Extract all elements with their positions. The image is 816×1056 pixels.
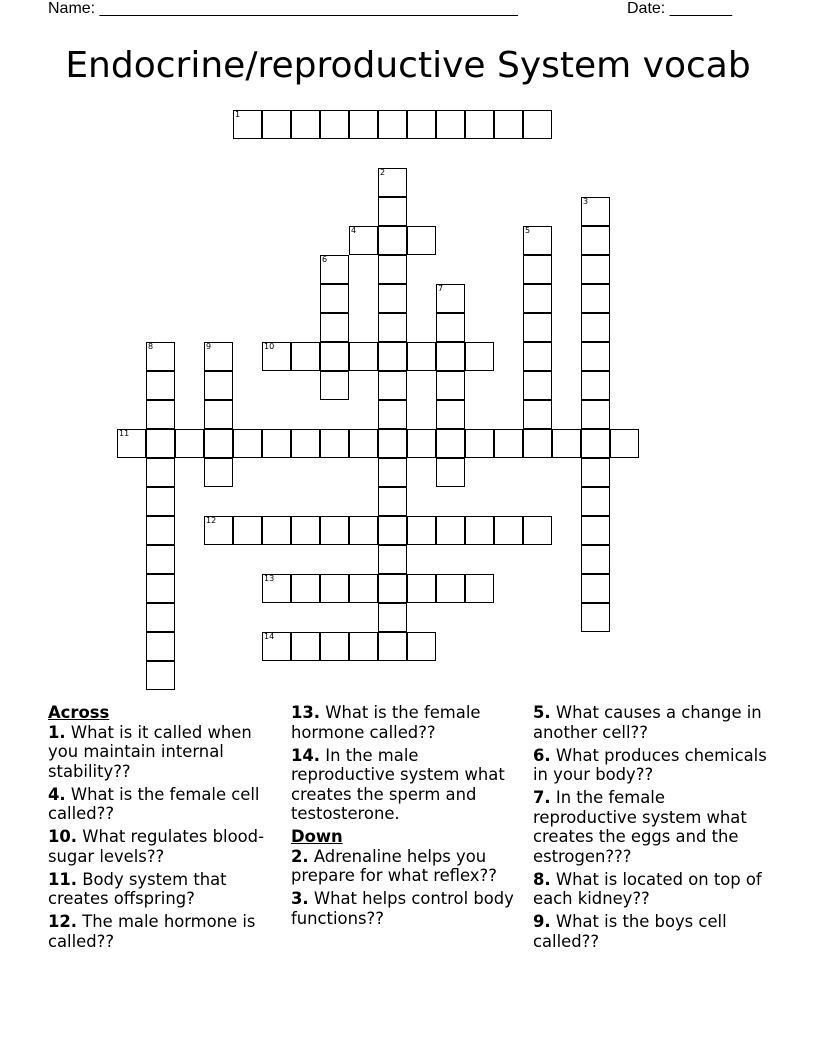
crossword-cell[interactable]: [320, 516, 349, 545]
crossword-cell[interactable]: [523, 371, 552, 400]
crossword-cell[interactable]: [581, 255, 610, 284]
crossword-cell[interactable]: [349, 632, 378, 661]
crossword-cell[interactable]: [436, 284, 465, 313]
crossword-cell[interactable]: [378, 168, 407, 197]
clue-across-1: 1. What is it called when you maintain internal stability??: [48, 722, 252, 781]
clue-number: 13: [264, 574, 275, 583]
clue-number: 14: [264, 632, 275, 641]
clue-across-4: 4. What is the female cell called??: [48, 784, 260, 823]
crossword-cell[interactable]: [146, 400, 175, 429]
crossword-cell[interactable]: [146, 545, 175, 574]
crossword-cell[interactable]: [262, 632, 291, 661]
crossword-cell[interactable]: [581, 516, 610, 545]
clue-across-10: 10. What regulates blood-sugar levels??: [48, 827, 264, 866]
crossword-cell[interactable]: [523, 516, 552, 545]
clues-column-3: [533, 703, 768, 955]
crossword-cell[interactable]: [465, 342, 494, 371]
crossword-cell[interactable]: [378, 313, 407, 342]
clue-number: 12: [206, 516, 217, 525]
crossword-cell[interactable]: [320, 342, 349, 371]
crossword-cell[interactable]: [581, 458, 610, 487]
crossword-cell[interactable]: [407, 516, 436, 545]
crossword-cell[interactable]: [320, 255, 349, 284]
clues-column-2: [291, 703, 526, 932]
crossword-cell[interactable]: [349, 429, 378, 458]
crossword-cell[interactable]: [146, 342, 175, 371]
crossword-cell[interactable]: [378, 226, 407, 255]
clue-number: 10: [264, 342, 275, 351]
crossword-cell[interactable]: [581, 197, 610, 226]
clue-down-5: 5. What causes a change in another cell??: [533, 703, 762, 742]
clue-number: 3: [583, 197, 589, 206]
crossword-cell[interactable]: [204, 342, 233, 371]
crossword-cell[interactable]: [407, 226, 436, 255]
crossword-cell[interactable]: [465, 574, 494, 603]
crossword-cell[interactable]: [436, 574, 465, 603]
crossword-cell[interactable]: [146, 458, 175, 487]
crossword-cell[interactable]: [378, 429, 407, 458]
crossword-cell[interactable]: [523, 110, 552, 139]
clue-across-12: 12. The male hormone is called??: [48, 912, 256, 951]
clue-across-11: 11. Body system that creates offspring?: [48, 869, 227, 908]
crossword-cell[interactable]: [407, 632, 436, 661]
crossword-cell[interactable]: [436, 458, 465, 487]
crossword-cell[interactable]: [146, 574, 175, 603]
crossword-cell[interactable]: [204, 400, 233, 429]
crossword-cell[interactable]: [349, 516, 378, 545]
crossword-cell[interactable]: [291, 632, 320, 661]
crossword-cell[interactable]: [581, 603, 610, 632]
crossword-cell[interactable]: [146, 661, 175, 690]
crossword-cell[interactable]: [262, 516, 291, 545]
clue-number: 5: [525, 226, 531, 235]
crossword-cell[interactable]: [291, 574, 320, 603]
crossword-cell[interactable]: [523, 429, 552, 458]
clue-number: 6: [322, 255, 328, 264]
clue-down-9: 9. What is the boys cell called??: [533, 912, 727, 951]
clue-down-7: 7. In the female reproductive system what creates the eggs and the estrogen???: [533, 788, 747, 866]
crossword-cell[interactable]: [436, 371, 465, 400]
crossword-cell[interactable]: [581, 429, 610, 458]
crossword-cell[interactable]: [233, 516, 262, 545]
crossword-cell[interactable]: [204, 458, 233, 487]
crossword-cell[interactable]: [581, 284, 610, 313]
crossword-cell[interactable]: [291, 342, 320, 371]
crossword-cell[interactable]: [436, 110, 465, 139]
crossword-cell[interactable]: [378, 632, 407, 661]
crossword-cell[interactable]: [146, 516, 175, 545]
crossword-cell[interactable]: [204, 371, 233, 400]
down-heading: Down: [291, 827, 343, 846]
crossword-cell[interactable]: [320, 574, 349, 603]
crossword-cell[interactable]: [494, 110, 523, 139]
crossword-cell[interactable]: [262, 342, 291, 371]
clue-down-6: 6. What produces chemicals in your body??: [533, 745, 767, 784]
clue-number: 11: [119, 429, 130, 438]
crossword-cell[interactable]: [523, 284, 552, 313]
crossword-cell[interactable]: [291, 110, 320, 139]
crossword-cell[interactable]: [349, 226, 378, 255]
clue-number: 8: [148, 342, 154, 351]
crossword-cell[interactable]: [320, 313, 349, 342]
crossword-cell[interactable]: [378, 603, 407, 632]
crossword-cell[interactable]: [378, 255, 407, 284]
crossword-cell[interactable]: [494, 516, 523, 545]
crossword-cell[interactable]: [175, 429, 204, 458]
crossword-cell[interactable]: [320, 371, 349, 400]
crossword-cell[interactable]: [465, 429, 494, 458]
crossword-cell[interactable]: [523, 313, 552, 342]
crossword-cell[interactable]: [465, 110, 494, 139]
crossword-cell[interactable]: [378, 487, 407, 516]
crossword-cell[interactable]: [233, 110, 262, 139]
crossword-cell[interactable]: [378, 400, 407, 429]
crossword-cell[interactable]: [436, 429, 465, 458]
crossword-cell[interactable]: [349, 574, 378, 603]
clue-number: 4: [351, 226, 357, 235]
crossword-cell[interactable]: [465, 516, 494, 545]
crossword-cell[interactable]: [581, 313, 610, 342]
crossword-cell[interactable]: [523, 255, 552, 284]
crossword-cell[interactable]: [262, 110, 291, 139]
date-field[interactable]: Date: _______: [627, 0, 732, 17]
crossword-cell[interactable]: [581, 487, 610, 516]
crossword-cell[interactable]: [523, 400, 552, 429]
crossword-cell[interactable]: [117, 429, 146, 458]
clue-down-2: 2. Adrenaline helps you prepare for what reflex??: [291, 846, 497, 885]
clue-number: 1: [235, 110, 241, 119]
crossword-cell[interactable]: [262, 429, 291, 458]
crossword-cell[interactable]: [233, 429, 262, 458]
crossword-cell[interactable]: [349, 110, 378, 139]
crossword-cell[interactable]: [494, 429, 523, 458]
clue-down-8: 8. What is located on top of each kidney??: [533, 869, 762, 908]
name-field[interactable]: Name: _______________________________________________: [48, 0, 518, 17]
crossword-cell[interactable]: [320, 632, 349, 661]
crossword-cell[interactable]: [581, 400, 610, 429]
crossword-cell[interactable]: [320, 284, 349, 313]
crossword-cell[interactable]: [407, 574, 436, 603]
crossword-cell[interactable]: [581, 226, 610, 255]
clues-column-1: [48, 703, 283, 955]
clue-down-3: 3. What helps control body functions??: [291, 889, 514, 928]
crossword-cell[interactable]: [320, 110, 349, 139]
crossword-cell[interactable]: [436, 342, 465, 371]
crossword-cell[interactable]: [581, 342, 610, 371]
crossword-cell[interactable]: [436, 516, 465, 545]
crossword-cell[interactable]: [407, 110, 436, 139]
crossword-cell[interactable]: [320, 429, 349, 458]
crossword-cell[interactable]: [146, 487, 175, 516]
crossword-cell[interactable]: [146, 632, 175, 661]
crossword-cell[interactable]: [581, 574, 610, 603]
crossword-cell[interactable]: [523, 226, 552, 255]
crossword-cell[interactable]: [581, 371, 610, 400]
crossword-cell[interactable]: [378, 574, 407, 603]
clue-across-13: 13. What is the female hormone called??: [291, 703, 481, 742]
clue-number: 2: [380, 168, 386, 177]
crossword-cell[interactable]: [552, 429, 581, 458]
crossword-cell[interactable]: [146, 371, 175, 400]
crossword-cell[interactable]: [262, 574, 291, 603]
crossword-cell[interactable]: [436, 313, 465, 342]
clue-across-14: 14. In the male reproductive system what creates the sperm and testosterone.: [291, 745, 505, 823]
crossword-cell[interactable]: [378, 458, 407, 487]
page-title: Endocrine/reproductive System vocab: [65, 45, 751, 86]
crossword-cell[interactable]: [291, 516, 320, 545]
crossword-cell[interactable]: [378, 284, 407, 313]
crossword-cell[interactable]: [436, 400, 465, 429]
crossword-cell[interactable]: [378, 342, 407, 371]
crossword-cell[interactable]: [146, 429, 175, 458]
crossword-cell[interactable]: [204, 516, 233, 545]
crossword-cell[interactable]: [523, 342, 552, 371]
crossword-cell[interactable]: [291, 429, 320, 458]
crossword-cell[interactable]: [610, 429, 639, 458]
crossword-cell[interactable]: [146, 603, 175, 632]
clue-number: 7: [438, 284, 444, 293]
crossword-cell[interactable]: [378, 516, 407, 545]
clue-number: 9: [206, 342, 212, 351]
crossword-cell[interactable]: [378, 197, 407, 226]
crossword-cell[interactable]: [204, 429, 233, 458]
crossword-cell[interactable]: [407, 342, 436, 371]
across-heading: Across: [48, 703, 110, 722]
crossword-cell[interactable]: [378, 110, 407, 139]
crossword-cell[interactable]: [378, 371, 407, 400]
crossword-cell[interactable]: [581, 545, 610, 574]
crossword-cell[interactable]: [407, 429, 436, 458]
crossword-cell[interactable]: [349, 342, 378, 371]
crossword-cell[interactable]: [378, 545, 407, 574]
